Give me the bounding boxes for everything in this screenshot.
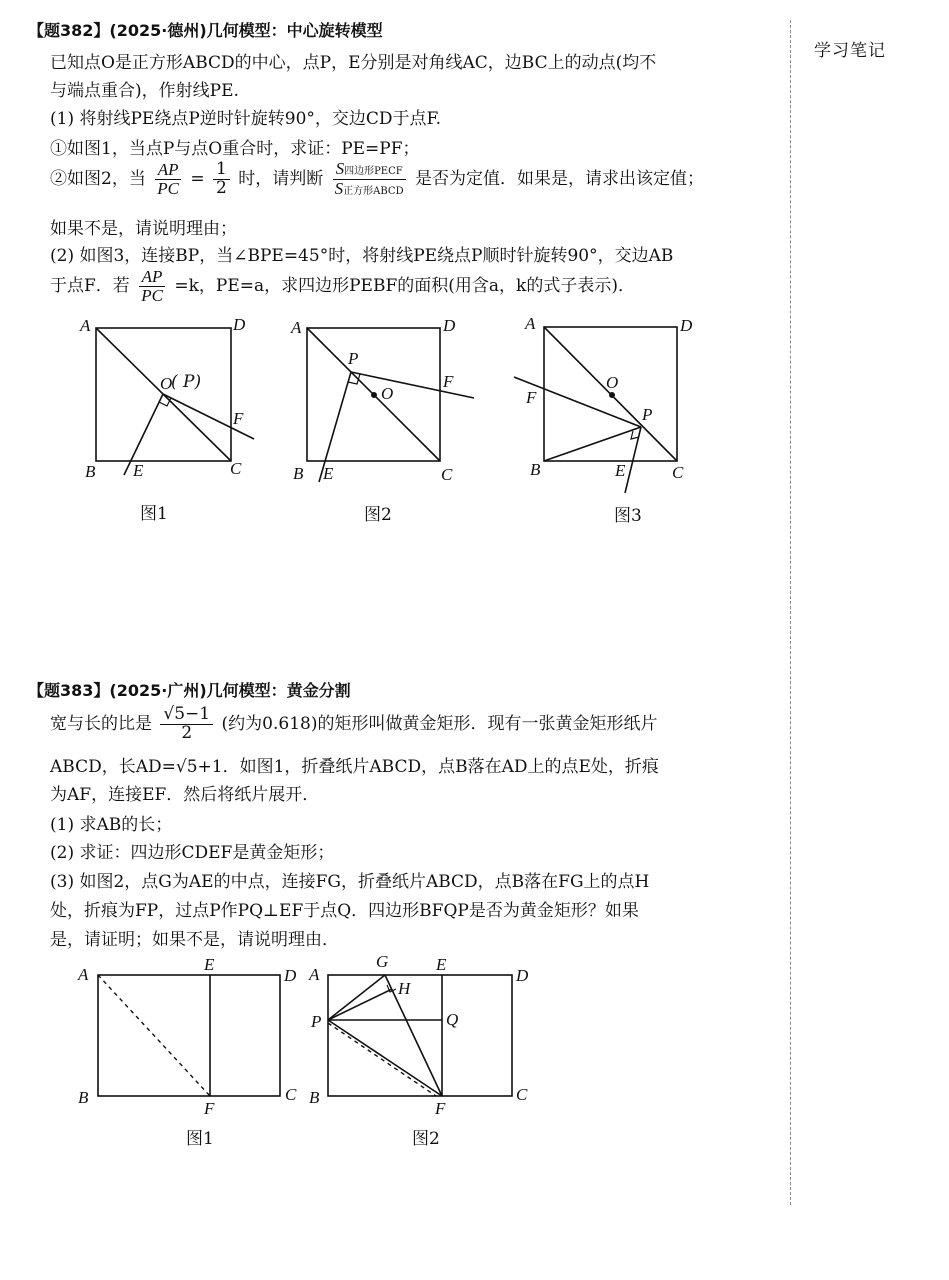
label-d: D — [233, 315, 246, 334]
center-dot — [371, 392, 377, 398]
label-p: P — [348, 349, 359, 368]
p383-figures — [0, 950, 780, 1160]
p382-line-7: (2) 如图3，连接BP，当∠BPE=45°时，将射线PE绕点P顺时针旋转90°，交边AB — [50, 246, 674, 266]
p382-l8-text-a: 于点F．若 — [50, 275, 130, 296]
label-f: F — [435, 1099, 446, 1118]
label-c: C — [516, 1085, 528, 1104]
notes-divider — [790, 20, 791, 1205]
label-p: ( P) — [171, 372, 202, 392]
p383-line-6: (3) 如图2，点G为AE的中点，连接FG，折叠纸片ABCD，点B落在FG上的点H — [50, 872, 650, 892]
p383-figure-2 — [308, 952, 529, 1149]
label-b: B — [85, 462, 96, 481]
notes-label: 学习笔记 — [814, 41, 886, 61]
p382-line-2: 与端点重合)，作射线PE. — [50, 81, 239, 101]
label-d: D — [680, 316, 693, 335]
p382-line-5 — [50, 160, 704, 199]
p382-line-1: 已知点O是正方形ABCD的中心，点P，E分别是对角线AC，边BC上的动点(均不 — [50, 53, 657, 73]
area-s: S — [334, 178, 344, 198]
ap-pc-fraction — [154, 161, 182, 198]
label-e: E — [615, 461, 626, 480]
figure-caption: 图3 — [614, 506, 642, 526]
label-q: Q — [446, 1010, 459, 1029]
equals-sign: = — [190, 168, 205, 189]
figure-caption: 图1 — [140, 504, 168, 524]
right-angle-mark — [631, 431, 639, 439]
frac-den: PC — [157, 178, 179, 198]
segment-bp — [544, 427, 641, 461]
label-f: F — [443, 372, 454, 391]
problem-382-title: 几何模型：中心旋转模型 — [206, 21, 383, 40]
ray-pf — [351, 372, 474, 398]
ray-pe — [124, 394, 163, 475]
problem-382-source: (2025·德州) — [109, 21, 207, 40]
label-c: C — [285, 1085, 297, 1104]
p382-l8-text-b: =k，PE=a，求四边形PEBF的面积(用含a，k的式子表示)． — [174, 275, 635, 296]
frac-num: 1 — [213, 161, 230, 180]
dashed-fold-line — [328, 1023, 436, 1096]
p382-figure-1 — [79, 315, 254, 524]
p383-line-4: (1) 求AB的长； — [50, 815, 173, 835]
label-a: A — [525, 314, 536, 333]
label-e: E — [323, 464, 334, 483]
rectangle-abcd — [98, 975, 280, 1096]
frac-den: 2 — [216, 177, 227, 198]
label-e: E — [133, 461, 144, 480]
p382-figures — [0, 300, 780, 540]
label-b: B — [293, 464, 304, 483]
p383-line-7: 处，折痕为FP，过点P作PQ⊥EF于点Q．四边形BFQP是否为黄金矩形？如果 — [50, 901, 639, 921]
p382-figure-2 — [290, 316, 474, 525]
label-p: P — [642, 405, 653, 424]
crease-af — [98, 975, 210, 1096]
label-b: B — [530, 460, 541, 479]
half-fraction — [213, 161, 230, 198]
frac-den: 2 — [181, 722, 193, 743]
label-b: B — [78, 1088, 89, 1107]
p383-line-3: 为AF，连接EF．然后将纸片展开． — [50, 785, 320, 805]
golden-ratio-fraction — [160, 706, 213, 743]
frac-num: AP — [139, 268, 166, 287]
frac-den: PC — [141, 285, 163, 305]
problem-382-tag: 【题382】 — [28, 21, 110, 40]
label-f: F — [526, 388, 537, 407]
label-b: B — [309, 1088, 320, 1107]
segment-ph — [328, 989, 392, 1020]
label-c: C — [230, 459, 242, 478]
p383-l1-text-a: 宽与长的比是 — [50, 713, 152, 734]
figure-caption: 图2 — [364, 505, 392, 525]
label-a: A — [309, 965, 320, 984]
problem-383-tag: 【题383】 — [28, 681, 110, 700]
p382-line-4: ①如图1，当点P与点O重合时，求证：PE=PF； — [50, 139, 420, 159]
p383-figure-1 — [77, 955, 297, 1149]
area-s: S — [335, 159, 345, 178]
label-o: O — [381, 384, 394, 403]
p382-line-6: 如果不是，请说明理由； — [50, 219, 237, 239]
label-c: C — [672, 463, 684, 482]
label-f: F — [233, 409, 244, 428]
p383-line-5: (2) 求证：四边形CDEF是黄金矩形； — [50, 843, 335, 863]
figure-caption: 图2 — [412, 1129, 440, 1149]
label-a: A — [291, 318, 302, 337]
p383-line-8: 是，请证明；如果不是，请说明理由． — [50, 930, 339, 950]
p383-line-1 — [50, 706, 657, 743]
p382-figure-3 — [514, 314, 693, 526]
p382-l5-text-b: 时，请判断 — [238, 168, 324, 189]
label-f: F — [204, 1099, 215, 1118]
label-g: G — [376, 952, 389, 971]
p383-line-2: ABCD，长AD=√5+1．如图1，折叠纸片ABCD，点B落在AD上的点E处，折痕 — [50, 757, 659, 777]
p382-line-3: (1) 将射线PE绕点P逆时针旋转90°，交边CD于点F. — [50, 109, 442, 129]
segment-pg — [328, 975, 385, 1020]
label-c: C — [441, 465, 453, 484]
label-p: P — [311, 1012, 322, 1031]
label-d: D — [516, 966, 529, 985]
problem-383-title: 几何模型：黄金分割 — [206, 681, 351, 700]
area-ratio-fraction — [332, 160, 407, 199]
label-e: E — [436, 955, 447, 974]
label-o: O — [606, 373, 619, 392]
p383-l1-text-b: (约为0.618)的矩形叫做黄金矩形．现有一张黄金矩形纸片 — [221, 713, 658, 734]
frac-num: √5−1 — [160, 706, 213, 725]
problem-383-header — [28, 678, 780, 701]
p382-l5-text-a: ②如图2，当 — [50, 168, 146, 189]
label-e: E — [204, 955, 215, 974]
label-h: H — [398, 979, 411, 998]
p382-l5-text-c: 是否为定值．如果是，请求出该定值； — [415, 168, 705, 189]
label-a: A — [78, 965, 89, 984]
problem-382-header — [28, 18, 780, 41]
figure-caption: 图1 — [186, 1129, 214, 1149]
center-dot — [609, 392, 615, 398]
problem-383-source: (2025·广州) — [109, 681, 207, 700]
label-d: D — [443, 316, 456, 335]
frac-num: AP — [155, 161, 182, 180]
area-sub-pecf: 四边形PECF — [344, 166, 403, 177]
label-o: O — [160, 374, 173, 393]
rectangle-abcd — [328, 975, 512, 1096]
label-d: D — [284, 966, 297, 985]
area-sub-abcd: 正方形ABCD — [343, 185, 404, 197]
label-a: A — [80, 316, 91, 335]
